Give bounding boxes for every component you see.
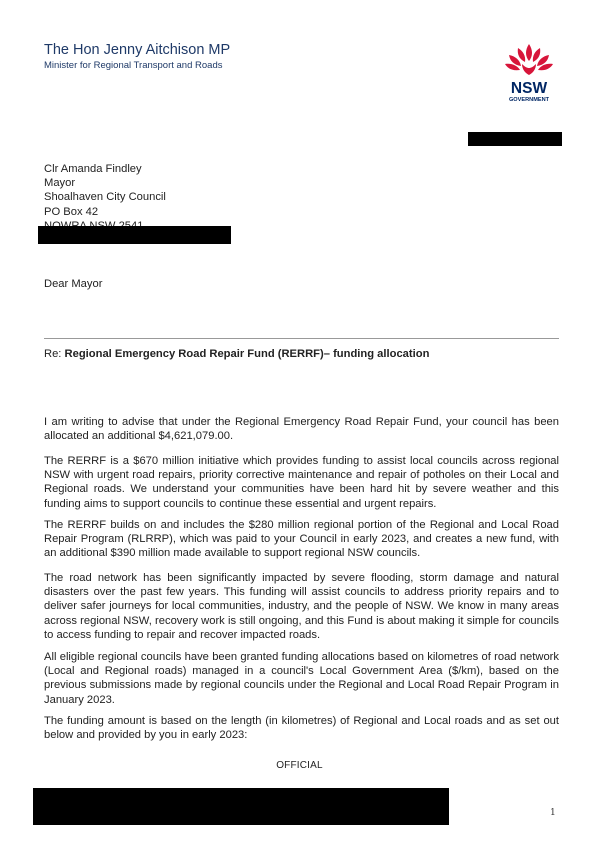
logo-nsw-text: NSW xyxy=(510,80,548,97)
recipient-address xyxy=(44,162,166,233)
subject-line xyxy=(44,348,429,360)
address-line: Mayor xyxy=(44,177,76,190)
subject-title: Regional Emergency Road Repair Fund (RERRF)– funding allocation xyxy=(64,348,430,360)
address-line: PO Box 42 xyxy=(44,205,99,218)
nsw-government-logo xyxy=(498,42,560,104)
body-paragraph: I am writing to advise that under the Regional Emergency Road Repair Fund, your council has been allocated an additional $4,621,079.00. xyxy=(44,416,559,443)
divider xyxy=(44,338,559,339)
logo-government-text: GOVERNMENT xyxy=(508,97,550,103)
nsw-waratah-icon xyxy=(505,44,553,75)
body-paragraph: The RERRF is a $670 million initiative which provides funding to assist local councils across regional NSW with urgent road repairs, priority corrective maintenance and repair of potholes on their Local and Regional roads. We understand your communities have been hard hit by severe weather and this funding aims to support councils to continue these essential and urgent repairs. xyxy=(44,455,559,510)
subject-prefix: Re: xyxy=(44,348,65,360)
body-paragraph: The road network has been significantly impacted by severe flooding, storm damage and natural disasters over the past few years. This funding will assist councils to address priority repairs and to deliver safer journeys for local communities, industry, and the people of NSW. We know in many areas across regional NSW, recovery work is still ongoing, and this Fund is about making it simple for councils to access funding to repair and recover impacted roads. xyxy=(44,572,559,641)
classification-label: OFFICIAL xyxy=(276,760,323,771)
body-paragraph: The funding amount is based on the length (in kilometres) of Regional and Local roads and as set out below and provided by you in early 2023: xyxy=(44,715,559,742)
minister-title: Minister for Regional Transport and Roads xyxy=(44,60,223,71)
address-line: Clr Amanda Findley xyxy=(44,163,142,175)
body-paragraph: All eligible regional councils have been granted funding allocations based on kilometres of road network (Local and Regional roads) managed in a council's Local Government Area ($/km), based on the previous submissions made by regional councils under the Regional and Local Road Repair Program in January 2023. xyxy=(44,651,559,706)
address-line: Shoalhaven City Council xyxy=(44,191,166,204)
salutation: Dear Mayor xyxy=(44,278,103,290)
body-paragraph: The RERRF builds on and includes the $280 million regional portion of the Regional and Local Road Repair Program (RLRRP), which was paid to your Council in early 2023, and creates a new fund, with an additional $390 million made available to support regional NSW councils. xyxy=(44,519,559,560)
page-number: 1 xyxy=(550,808,556,818)
minister-name: The Hon Jenny Aitchison MP xyxy=(44,42,231,58)
redaction-block xyxy=(468,132,562,146)
redaction-block xyxy=(33,788,449,825)
redaction-block xyxy=(38,226,231,244)
